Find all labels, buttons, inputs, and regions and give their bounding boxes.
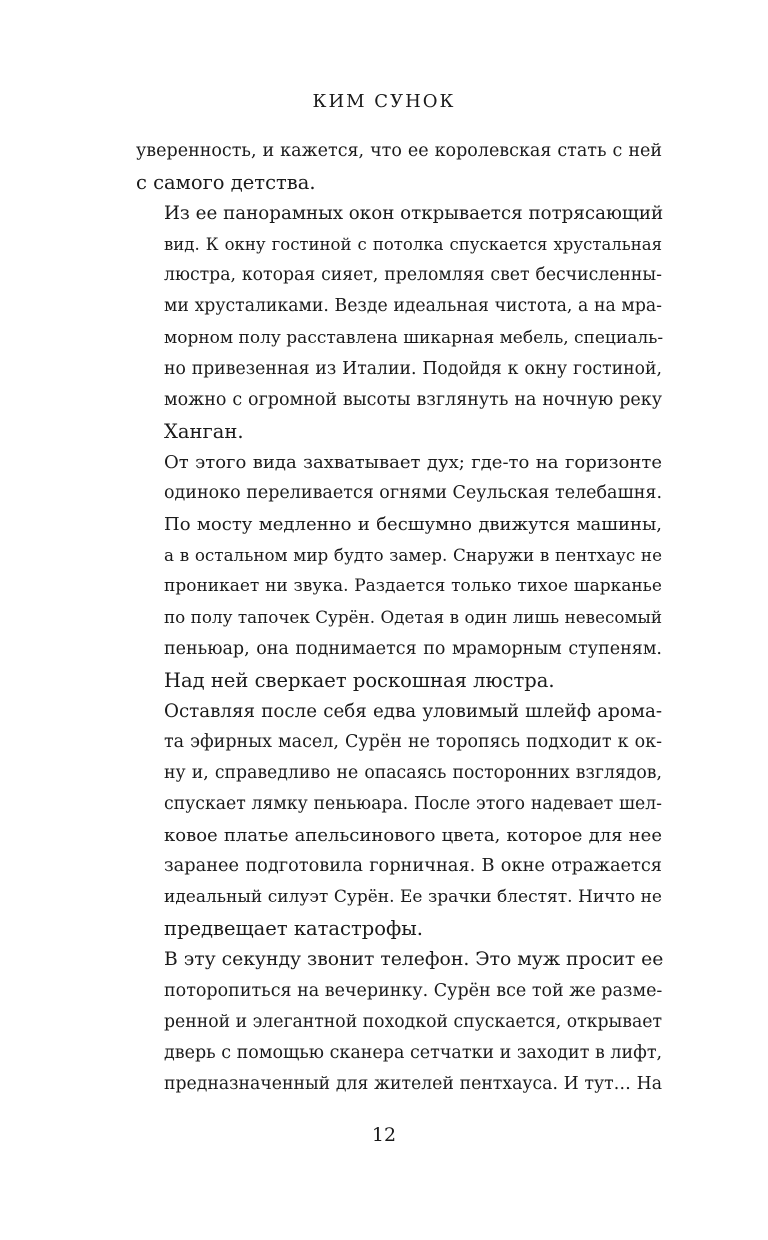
running-head-author: КИМ СУНОК [312,91,456,112]
text-line: ми хрусталиками. Везде идеальная чистота, а на мра- [164,296,662,317]
text-line: морном полу расставлена шикарная мебель, специаль- [164,327,664,348]
paragraph-5 [136,944,662,1099]
text-line: та эфирных масел, Сурён не торопясь подходит к ок- [164,731,662,752]
text-line: Оставляя после себя едва уловимый шлейф арома- [164,700,662,722]
text-line: Из ее панорамных окон открывается потрясающий [164,203,664,225]
text-line: ну и, справедливо не опасаясь посторонних взглядов, [164,762,662,783]
text-line: по полу тапочек Сурён. Одетая в один лишь невесомый [164,607,662,628]
text-line: Над ней сверкает роскошная люстра. [164,668,555,692]
text-line: пеньюар, она поднимается по мраморным ступеням. [164,638,662,659]
text-line: проникает ни звука. Раздается только тихое шарканье [164,576,662,597]
text-line: а в остальном мир будто замер. Снаружи в пентхаус не [164,545,662,566]
paragraph-1 [136,136,662,198]
text-line: ренной и элегантной походкой спускается, открывает [164,1011,662,1032]
text-line: предвещает катастрофы. [164,917,423,941]
text-line: с самого детства. [136,171,316,195]
text-line: можно с огромной высоты взглянуть на ночную реку [164,389,662,410]
text-line: По мосту медленно и бесшумно движутся машины, [164,514,662,536]
text-line: В эту секунду звонит телефон. Это муж просит ее [164,949,664,971]
text-line: дверь с помощью сканера сетчатки и заходит в лифт, [164,1042,663,1063]
text-line: вид. К окну гостиной с потолка спускается хрустальная [164,235,662,255]
text-line: но привезенная из Италии. Подойдя к окну гостиной, [164,358,662,379]
text-line: идеальный силуэт Сурён. Ее зрачки блестят. Ничто не [164,887,662,908]
paragraph-2 [136,198,662,447]
text-line: уверенность, и кажется, что ее королевская стать с ней [136,141,662,161]
text-line: От этого вида захватывает дух; где-то на горизонте [164,451,662,473]
text-line: одиноко переливается огнями Сеульская телебашня. [164,483,663,504]
text-line: поторопиться на вечеринку. Сурён все той же разме- [164,980,663,1001]
page-number: 12 [371,1124,397,1146]
paragraph-4 [136,696,662,945]
text-line: спускает лямку пеньюара. После этого надевает шел- [164,793,662,814]
text-line: Ханган. [164,419,244,443]
text-line: люстра, которая сияет, преломляя свет бесчисленны- [164,265,662,286]
body-text [136,136,662,1100]
paragraph-3 [136,447,662,696]
text-line: ковое платье апельсинового цвета, которое для нее [164,825,662,847]
text-line: предназначенный для жителей пентхауса. И тут… На [164,1073,662,1094]
text-line: заранее подготовила горничная. В окне отражается [164,856,662,877]
